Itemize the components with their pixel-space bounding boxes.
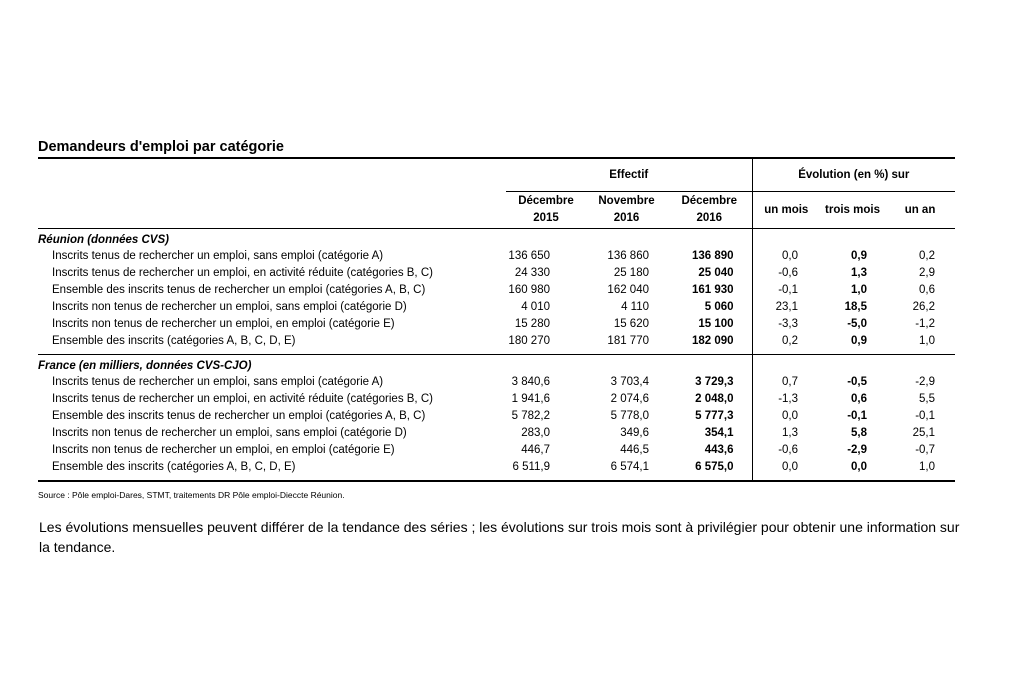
- evo-trois-mois-value: 0,9: [851, 250, 868, 262]
- nov-2016-value: 446,5: [620, 444, 649, 456]
- footnote-paragraph: Les évolutions mensuelles peuvent différer de la tendance des séries ; les évolutions sur trois mois sont à privilégier pour obtenir une information sur la tendance.: [39, 519, 960, 555]
- dec-2016-value: 443,6: [704, 444, 734, 456]
- col-header-dec2016: Décembre 2016: [667, 191, 752, 229]
- table-row: [38, 248, 955, 265]
- evo-trois-mois-value: 0,0: [851, 461, 868, 473]
- empty-cell: [506, 229, 586, 249]
- dec-2015-value: 6 511,9: [512, 461, 550, 473]
- nov-2016-value: 162 040: [607, 284, 649, 296]
- nov-2016-value: 25 180: [613, 267, 649, 279]
- section-label: France (en milliers, données CVS-CJO): [38, 355, 506, 375]
- empty-cell: [820, 355, 885, 375]
- table-row: [38, 299, 955, 316]
- evo-un-mois-value: -0,6: [752, 265, 820, 282]
- table-row: [38, 265, 955, 282]
- nov-2016-value: 181 770: [607, 335, 649, 347]
- table-title: Demandeurs d'emploi par catégorie: [38, 139, 284, 155]
- evo-trois-mois-value: 18,5: [844, 301, 868, 313]
- col-header-un-mois: un mois: [752, 191, 820, 229]
- evo-un-mois-value: 0,7: [752, 374, 820, 391]
- evo-trois-mois-value: -5,0: [847, 318, 868, 330]
- dec-2016-value: 161 930: [691, 284, 734, 296]
- dec-2016-value: 182 090: [691, 335, 734, 347]
- header-row-columns: [38, 191, 955, 229]
- data-table: [38, 159, 955, 480]
- evo-un-an-value: 26,2: [912, 301, 936, 313]
- evo-un-an-value: 0,2: [919, 250, 936, 262]
- table-row: [38, 374, 955, 391]
- header-row-groups: [38, 159, 955, 191]
- col-header-un-an: un an: [885, 191, 955, 229]
- row-label: Inscrits tenus de rechercher un emploi, en activité réduite (catégories B, C): [52, 267, 433, 279]
- table-row: [38, 425, 955, 442]
- table-row: [38, 459, 955, 476]
- section-label: Réunion (données CVS): [38, 229, 506, 249]
- evo-un-mois-value: 0,0: [752, 408, 820, 425]
- row-label: Inscrits non tenus de rechercher un emploi, sans emploi (catégorie D): [52, 301, 407, 313]
- source-note: Source : Pôle emploi-Dares, STMT, traitements DR Pôle emploi-Dieccte Réunion.: [38, 490, 345, 500]
- section-header-row: [38, 229, 955, 249]
- nov-2016-value: 2 074,6: [610, 393, 649, 405]
- evo-un-an-value: -1,2: [915, 318, 936, 330]
- dec-2016-value: 25 040: [698, 267, 734, 279]
- dec-2016-value: 354,1: [704, 427, 734, 439]
- empty-cell: [885, 355, 955, 375]
- empty-cell: [506, 355, 586, 375]
- empty-cell: [885, 229, 955, 249]
- evo-un-mois-value: -3,3: [752, 316, 820, 333]
- dec-2015-value: 24 330: [514, 267, 550, 279]
- section-header-row: [38, 355, 955, 375]
- dec-2016-value: 136 890: [691, 250, 734, 262]
- evo-un-mois-value: -0,1: [752, 282, 820, 299]
- evo-un-an-value: 5,5: [919, 393, 936, 405]
- evo-un-an-value: -0,7: [915, 444, 936, 456]
- row-label: Inscrits tenus de rechercher un emploi, sans emploi (catégorie A): [52, 376, 384, 388]
- evo-un-an-value: 2,9: [919, 267, 936, 279]
- nov-2016-value: 15 620: [613, 318, 649, 330]
- table-row: [38, 333, 955, 350]
- dec-2016-value: 15 100: [698, 318, 734, 330]
- dec-2016-value: 5 777,3: [695, 410, 734, 422]
- document-block: [38, 138, 955, 500]
- row-label: Inscrits non tenus de rechercher un emploi, en emploi (catégorie E): [52, 444, 395, 456]
- evo-trois-mois-value: -0,1: [847, 410, 868, 422]
- evo-trois-mois-value: -2,9: [847, 444, 868, 456]
- dec-2015-value: 1 941,6: [511, 393, 550, 405]
- evo-un-mois-value: -0,6: [752, 442, 820, 459]
- table-row: [38, 282, 955, 299]
- row-label: Ensemble des inscrits (catégories A, B, C, D, E): [52, 335, 296, 347]
- table-row: [38, 442, 955, 459]
- evo-un-an-value: -2,9: [915, 376, 936, 388]
- row-label: Inscrits non tenus de rechercher un emploi, en emploi (catégorie E): [52, 318, 395, 330]
- row-label: Ensemble des inscrits (catégories A, B, C, D, E): [52, 461, 296, 473]
- dec-2016-value: 6 575,0: [695, 461, 734, 473]
- evo-un-mois-value: 1,3: [752, 425, 820, 442]
- row-label: Inscrits non tenus de rechercher un emploi, sans emploi (catégorie D): [52, 427, 407, 439]
- evo-un-mois-value: 0,0: [752, 459, 820, 476]
- dec-2015-value: 5 782,2: [511, 410, 550, 422]
- empty-cell: [667, 229, 752, 249]
- col-header-dec2015: Décembre 2015: [506, 191, 586, 229]
- table-row: [38, 391, 955, 408]
- dec-2015-value: 4 010: [521, 301, 550, 313]
- evo-un-mois-value: 0,2: [752, 333, 820, 350]
- evo-un-an-value: 25,1: [912, 427, 936, 439]
- evo-trois-mois-value: -0,5: [847, 376, 868, 388]
- dec-2015-value: 283,0: [521, 427, 550, 439]
- evo-un-an-value: 1,0: [919, 335, 936, 347]
- evo-un-an-value: 1,0: [919, 461, 936, 473]
- evo-un-an-value: 0,6: [919, 284, 936, 296]
- evo-un-mois-value: 23,1: [752, 299, 820, 316]
- empty-cell: [820, 229, 885, 249]
- empty-cell: [586, 355, 667, 375]
- evo-trois-mois-value: 0,9: [851, 335, 868, 347]
- empty-cell: [752, 229, 820, 249]
- dec-2015-value: 3 840,6: [511, 376, 550, 388]
- evo-trois-mois-value: 1,0: [851, 284, 868, 296]
- row-label: Inscrits tenus de rechercher un emploi, sans emploi (catégorie A): [52, 250, 384, 262]
- dec-2016-value: 3 729,3: [695, 376, 734, 388]
- row-label: Ensemble des inscrits tenus de rechercher un emploi (catégories A, B, C): [52, 284, 426, 296]
- evo-un-mois-value: -1,3: [752, 391, 820, 408]
- dec-2016-value: 2 048,0: [695, 393, 734, 405]
- evo-trois-mois-value: 0,6: [851, 393, 868, 405]
- evolution-header: Évolution (en %) sur: [752, 159, 955, 191]
- empty-cell: [667, 355, 752, 375]
- col-header-trois-mois: trois mois: [820, 191, 885, 229]
- nov-2016-value: 3 703,4: [610, 376, 649, 388]
- empty-cell: [586, 229, 667, 249]
- dec-2015-value: 15 280: [514, 318, 550, 330]
- dec-2015-value: 446,7: [521, 444, 550, 456]
- dec-2015-value: 160 980: [508, 284, 550, 296]
- row-label: Inscrits tenus de rechercher un emploi, en activité réduite (catégories B, C): [52, 393, 433, 405]
- nov-2016-value: 349,6: [620, 427, 649, 439]
- dec-2015-value: 136 650: [508, 250, 550, 262]
- nov-2016-value: 5 778,0: [610, 410, 649, 422]
- nov-2016-value: 6 574,1: [610, 461, 649, 473]
- dec-2015-value: 180 270: [508, 335, 550, 347]
- bottom-rule: [38, 480, 955, 482]
- nov-2016-value: 136 860: [607, 250, 649, 262]
- evo-trois-mois-value: 5,8: [851, 427, 868, 439]
- empty-cell: [752, 355, 820, 375]
- nov-2016-value: 4 110: [621, 301, 649, 313]
- evo-un-an-value: -0,1: [915, 410, 936, 422]
- effectif-header: Effectif: [609, 168, 649, 181]
- dec-2016-value: 5 060: [704, 301, 734, 313]
- col-header-nov2016: Novembre 2016: [586, 191, 667, 229]
- evo-un-mois-value: 0,0: [752, 248, 820, 265]
- table-row: [38, 408, 955, 425]
- row-label: Ensemble des inscrits tenus de rechercher un emploi (catégories A, B, C): [52, 410, 426, 422]
- evo-trois-mois-value: 1,3: [851, 267, 868, 279]
- table-row: [38, 316, 955, 333]
